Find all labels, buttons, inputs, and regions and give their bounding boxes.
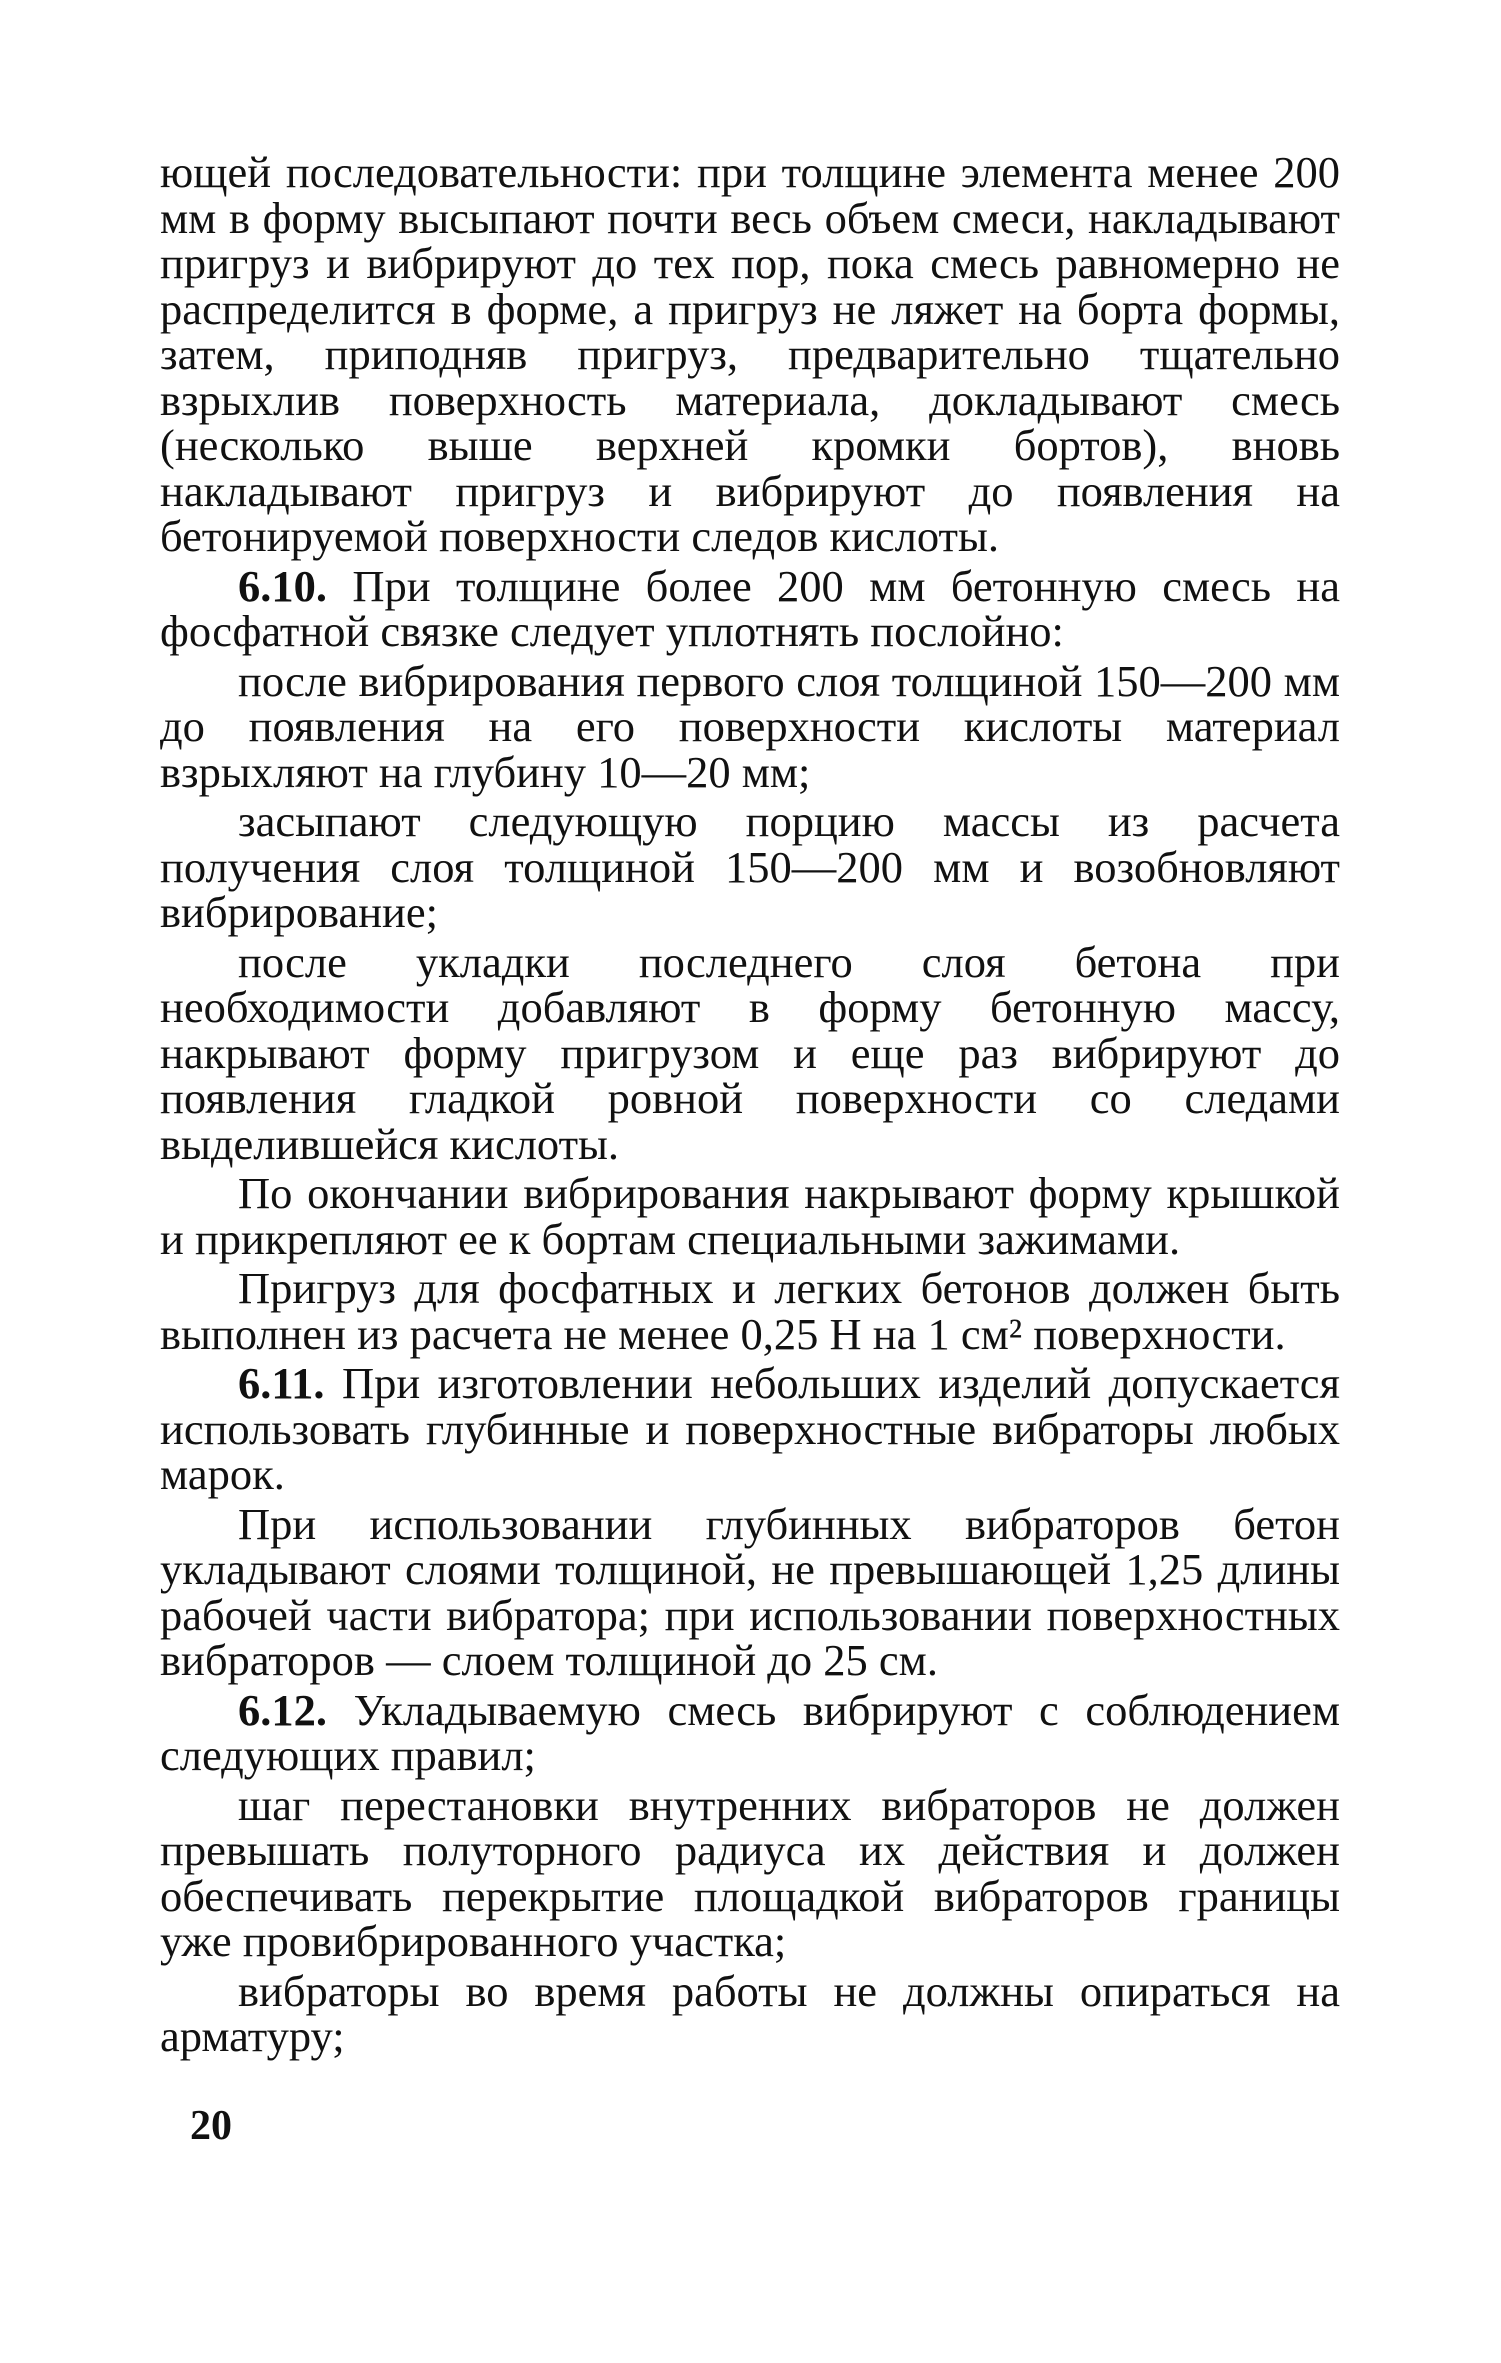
clause-text: При изготовлении небольших изделий допускается использовать глубинные и поверхностные вибраторы любых марок. <box>160 1358 1340 1499</box>
list-item-text: По окончании вибрирования накрывают форму крышкой и прикрепляют ее к бортам специальными зажимами. <box>160 1168 1340 1264</box>
page-body <box>160 147 1341 2064</box>
list-item-text: вибраторы во время работы не должны опираться на арматуру; <box>160 1965 1340 2061</box>
clause-text: Укладываемую смесь вибрируют с соблюдением следующих правил; <box>160 1684 1341 1780</box>
list-item-text: засыпают следующую порцию массы из расчета получения слоя толщиной 150—200 мм и возобновляют вибрирование; <box>160 796 1340 937</box>
clause-6-10 <box>160 560 1341 656</box>
list-item <box>160 655 1340 797</box>
clause-number: 6.12. <box>238 1684 327 1735</box>
page-number: 20 <box>190 2103 232 2149</box>
list-item <box>160 1779 1340 1966</box>
list-item <box>160 1498 1340 1685</box>
list-item <box>160 1168 1340 1264</box>
list-item <box>160 936 1340 1169</box>
list-item <box>160 796 1340 937</box>
list-item-text: При использовании глубинных вибраторов бетон укладывают слоями толщиной, не превышающей 1,25 длины рабочей части вибратора; при использовании поверхностных вибраторов — слоем толщиной до 25 см. <box>160 1498 1340 1685</box>
clause-6-12 <box>160 1684 1341 1780</box>
paragraph-continuation <box>160 147 1340 561</box>
list-item <box>160 1263 1340 1359</box>
clause-number: 6.11. <box>238 1358 325 1408</box>
list-item <box>160 1965 1340 2061</box>
paragraph-text: ющей последовательности: при толщине элемента менее 200 мм в форму высыпают почти весь объем смеси, накладывают пригруз и вибрируют до тех пор, пока смесь равномерно не распределится в форме, а пригруз не ляжет на борта формы, затем, приподняв пригруз, предварительно тщательно взрыхлив поверхность материала, докладывают смесь (несколько выше верхней кромки бортов), вновь накладывают пригруз и вибрируют до появления на бетонируемой поверхности следов кислоты. <box>160 147 1340 561</box>
list-item-text: после вибрирования первого слоя толщиной 150—200 мм до появления на его поверхности кислоты материал взрыхляют на глубину 10—20 мм; <box>160 655 1340 797</box>
list-item-text: после укладки последнего слоя бетона при необходимости добавляют в форму бетонную массу, накрывают форму пригрузом и еще раз вибрируют до появления гладкой ровной поверхности со следами выделившейся кислоты. <box>160 936 1340 1169</box>
list-item-text: шаг перестановки внутренних вибраторов не должен превышать полуторного радиуса их действия и должен обеспечивать перекрытие площадкой вибраторов границы уже провибрированного участка; <box>160 1779 1340 1966</box>
clause-6-11 <box>160 1358 1340 1499</box>
clause-text: При толщине более 200 мм бетонную смесь на фосфатной связке следует уплотнять послойно: <box>160 560 1341 656</box>
clause-number: 6.10. <box>238 560 327 611</box>
list-item-text: Пригруз для фосфатных и легких бетонов должен быть выполнен из расчета не менее 0,25 Н на 1 см² поверхности. <box>160 1263 1340 1359</box>
